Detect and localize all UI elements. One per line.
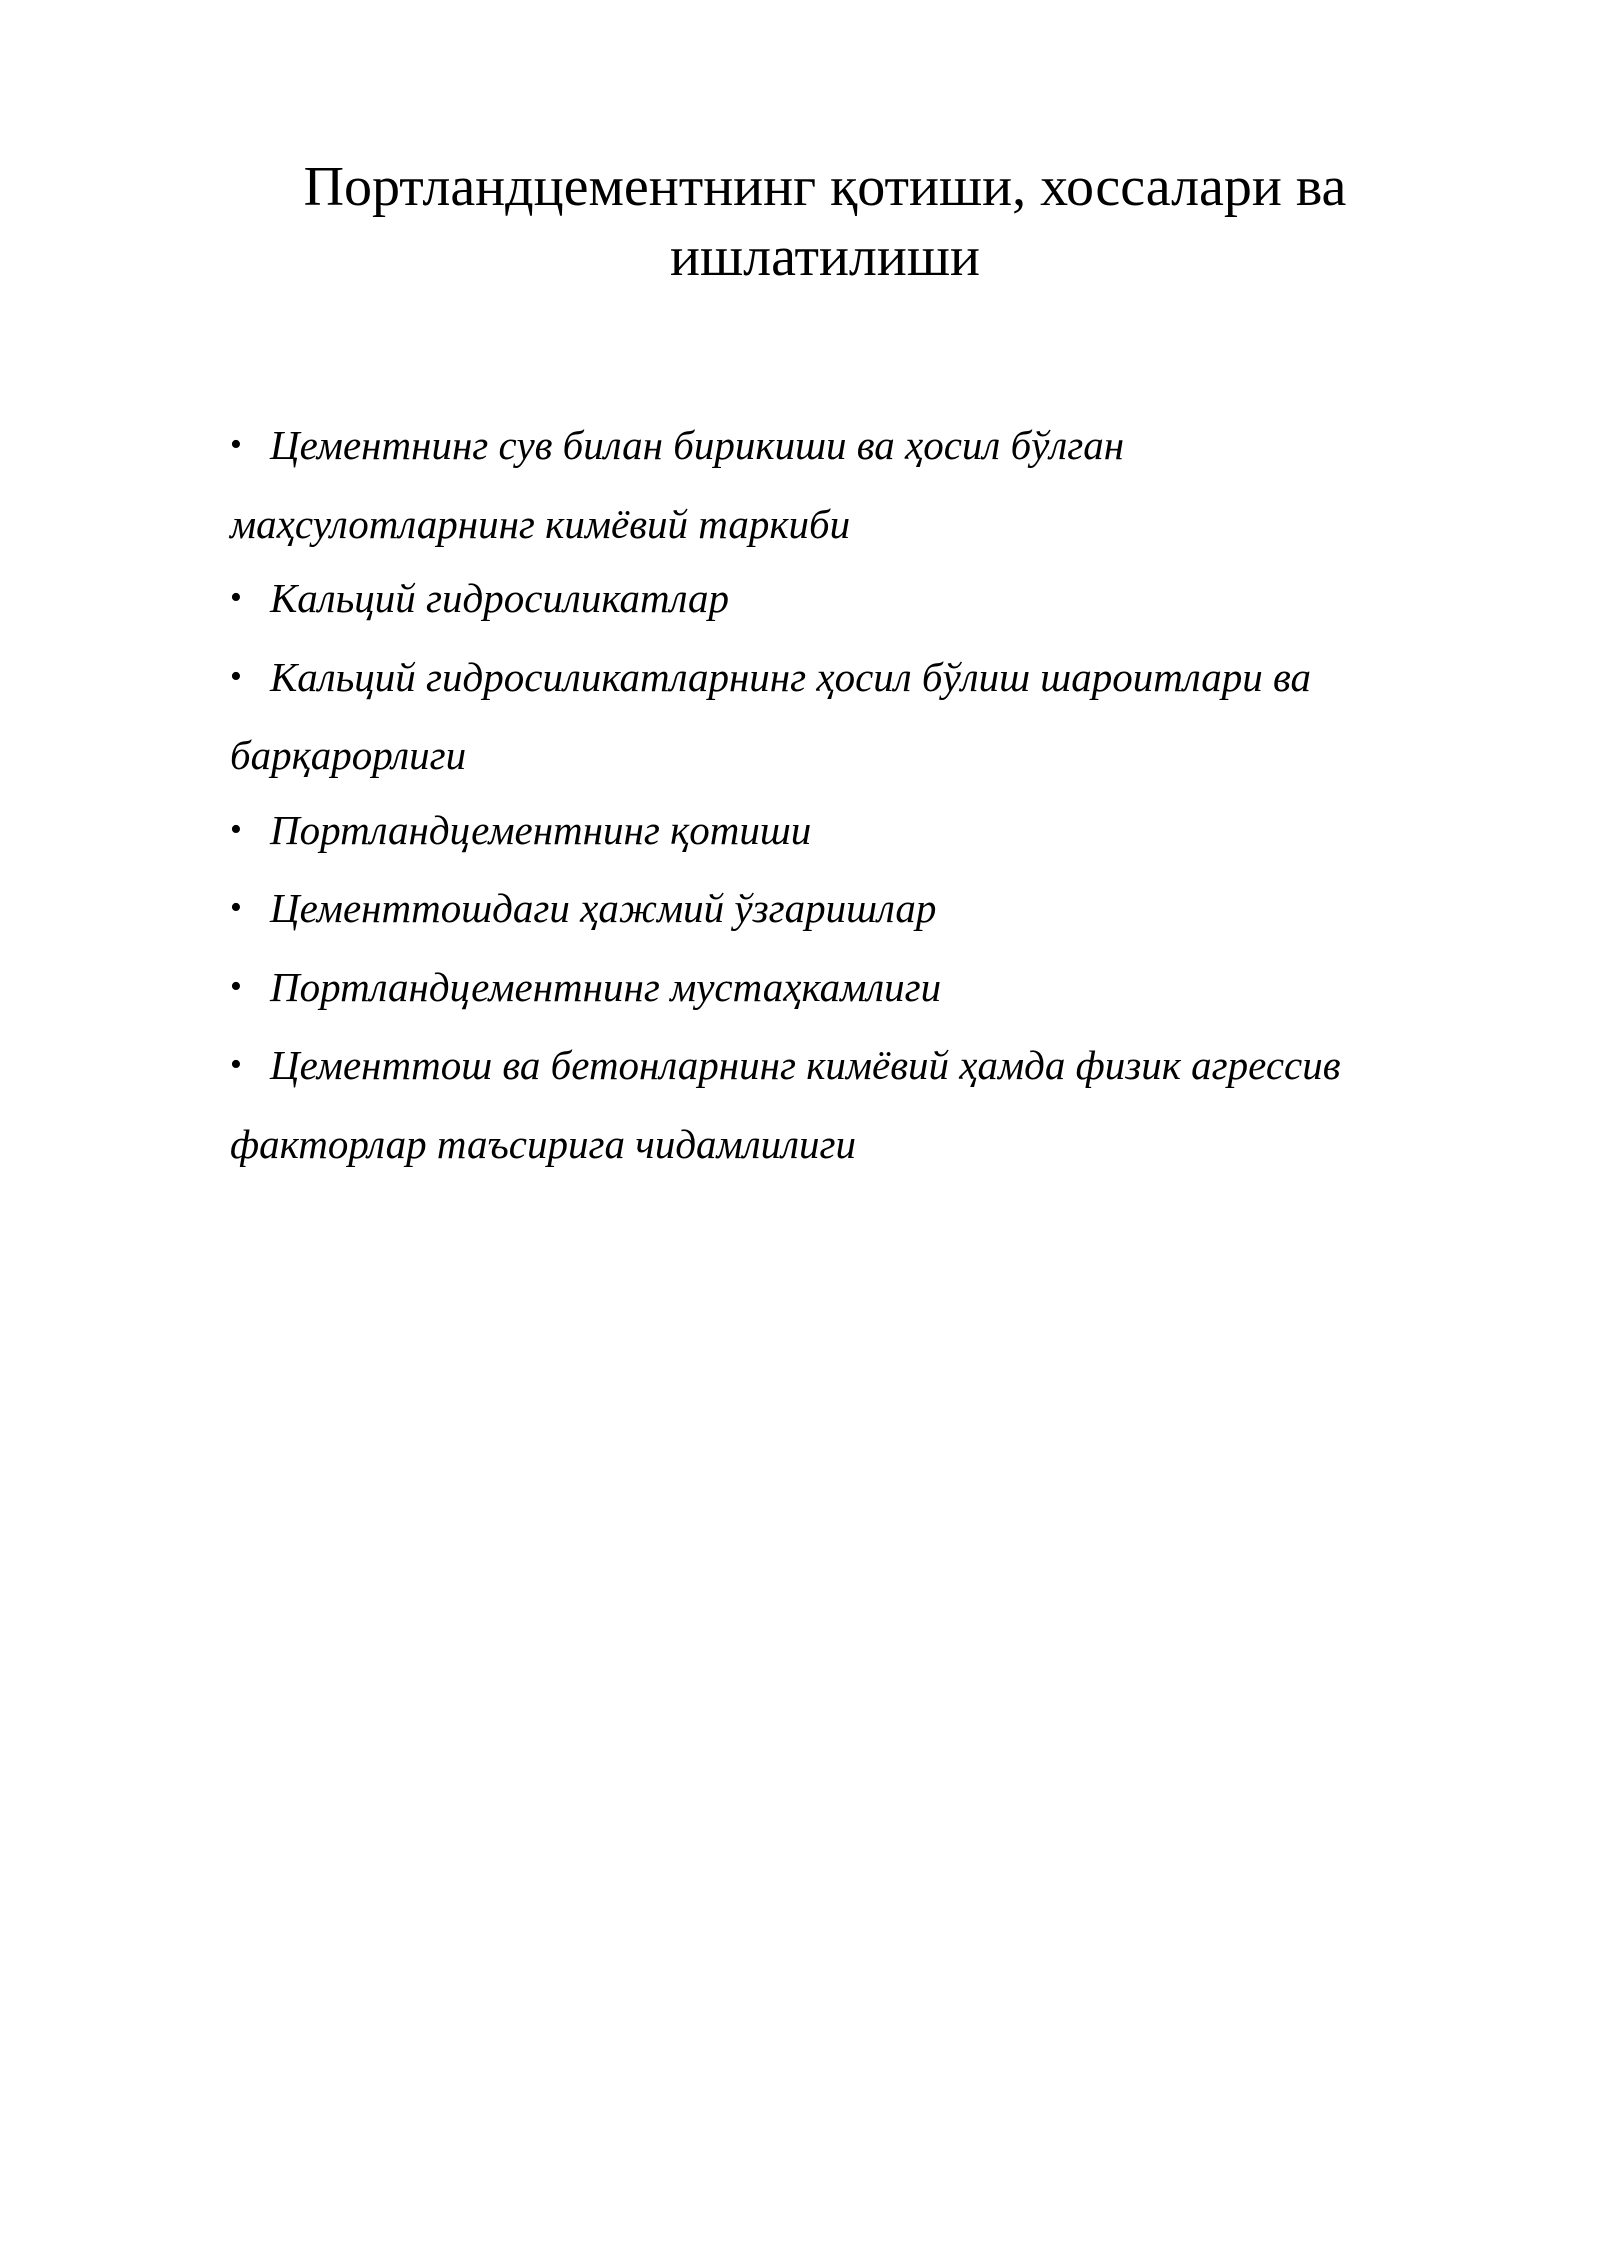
list-item-text: Цементтошдаги ҳажмий ўзгаришлар — [270, 885, 937, 931]
bullet-icon: • — [230, 810, 242, 848]
list-item — [230, 408, 1410, 561]
list-item-text: Портландцементнинг мустаҳкамлиги — [270, 963, 942, 1010]
bullet-icon: • — [230, 657, 242, 695]
list-item — [230, 871, 1410, 950]
list-item-text: Кальций гидросиликатларнинг ҳосил бўлиш шароитлари ва барқарорлиги — [230, 653, 1312, 778]
topic-list — [230, 408, 1410, 1181]
bullet-icon: • — [230, 967, 242, 1005]
list-item-text: Цементтош ва бетонларнинг кимёвий ҳамда физик агрессив факторлар таъсирига чидамлилиги — [230, 1042, 1341, 1167]
list-item-text: Портландцементнинг қотиши — [270, 806, 812, 853]
list-item-text: Кальций гидросиликатлар — [270, 575, 729, 621]
list-item-text: Цементнинг сув билан бирикиши ва ҳосил бўлган маҳсулотларнинг кимёвий таркиби — [230, 422, 1125, 547]
bullet-icon: • — [230, 1046, 242, 1083]
bullet-icon: • — [230, 889, 242, 926]
list-item — [230, 950, 1410, 1029]
list-item — [230, 561, 1410, 640]
bullet-icon: • — [230, 579, 242, 616]
bullet-icon: • — [230, 426, 242, 463]
page-title: Портландцементнинг қотиши, хоссалари ва ишлатилиши — [303, 156, 1347, 288]
list-item — [230, 793, 1410, 872]
list-item — [230, 640, 1410, 793]
list-item — [230, 1028, 1410, 1181]
